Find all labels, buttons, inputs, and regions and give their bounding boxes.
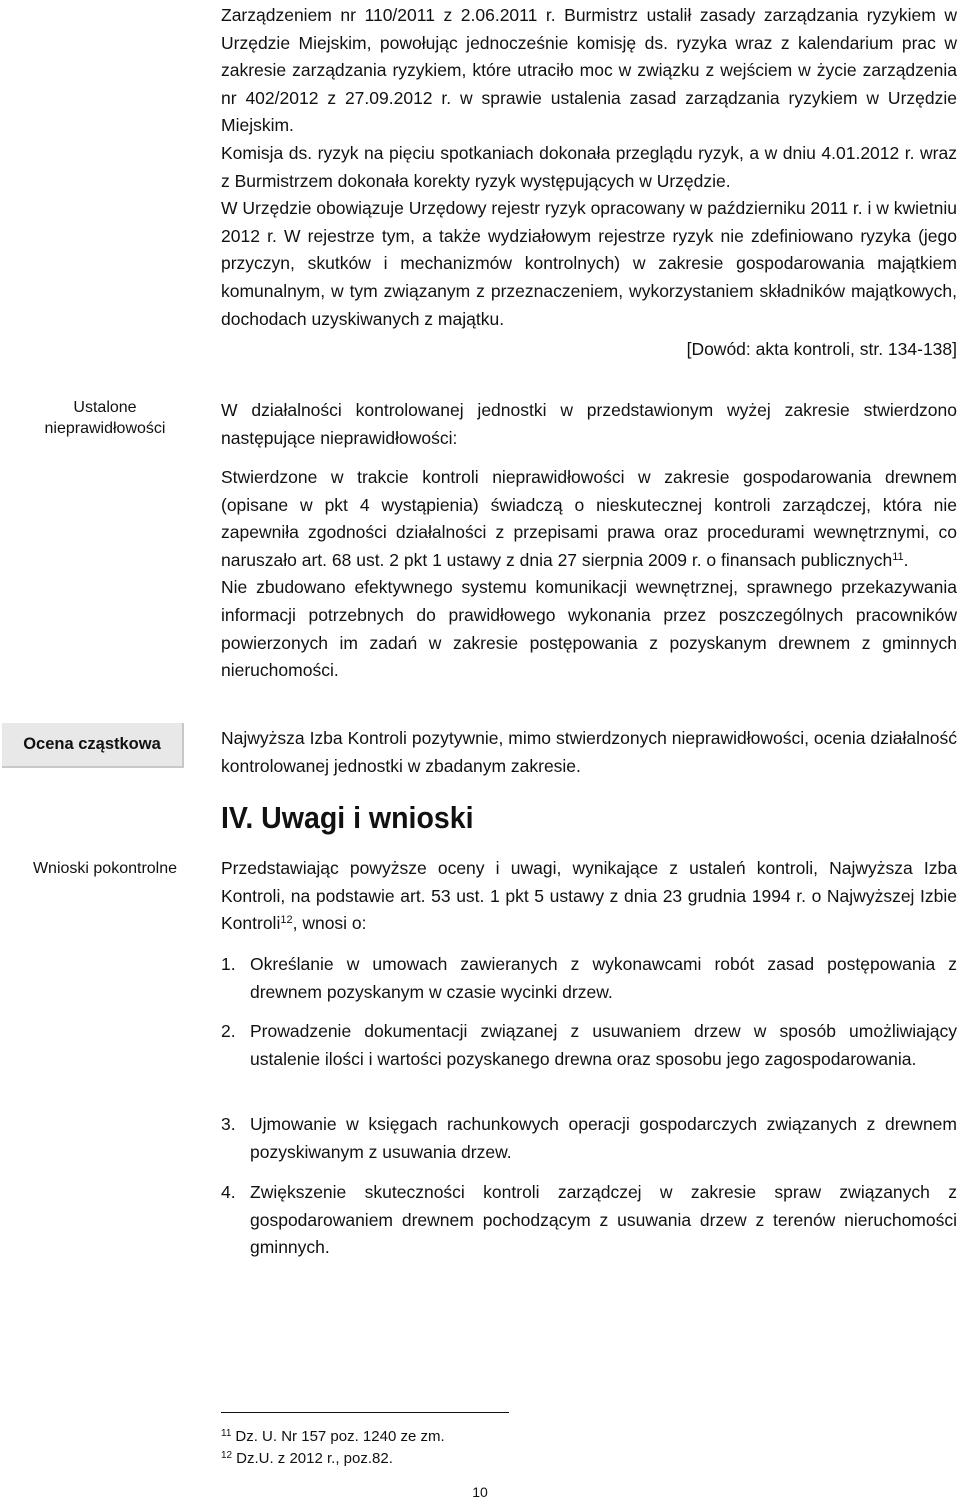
footnote-ref-12: 12: [280, 914, 293, 927]
section-lead-text: [221, 855, 957, 938]
footnote-text: Dz.U. z 2012 r., poz.82.: [236, 1450, 393, 1467]
section-lead: [221, 855, 957, 938]
footnote-12: [221, 1449, 393, 1469]
irregularities-paragraph-1-end: .: [903, 549, 909, 570]
section-lead-end: , wnosi o:: [292, 913, 367, 934]
evidence-reference: [Dowód: akta kontroli, str. 134-138]: [686, 339, 957, 360]
recommendation-item-1: [221, 951, 957, 1006]
intro-paragraph-3: W Urzędzie obowiązuje Urzędowy rejestr ryzyk opracowany w październiku 2011 r. i w kwietniu 2012 r. W rejestrze tym, a także wydziałowym rejestrze ryzyk nie zdefiniowano ryzyka (jego przyczyn, skutków i mechanizmów kontrolnych) w zakresie gospodarowania majątkiem komunalnym, w tym związanym z przeznaczeniem, wykorzystaniem składników majątkowych, dochodach uzyskiwanych z majątku.: [221, 198, 957, 329]
assessment-text: Najwyższa Izba Kontroli pozytywnie, mimo stwierdzonych nieprawidłowości, ocenia działalność kontrolowanej jednostki w zbadanym zakresie.: [221, 728, 957, 776]
footnote-text: Dz. U. Nr 157 poz. 1240 ze zm.: [235, 1428, 445, 1445]
recommendation-text: Ujmowanie w księgach rachunkowych operacji gospodarczych związanych z drewnem pozyskiwanym z usuwania drzew.: [250, 1114, 957, 1162]
irregularities-paragraph-1-text: Stwierdzone w trakcie kontroli nieprawidłowości w zakresie gospodarowania drewnem (opisane w pkt 4 wystąpienia) świadczą o nieskutecznej kontroli zarządczej, która nie zapewniła zgodności działalności z przepisami prawa oraz procedurami wewnętrznymi, co naruszało art. 68 ust. 2 pkt 1 ustawy z dnia 27 sierpnia 2009 r. o finansach publicznych: [221, 467, 957, 570]
irregularities-lead-text: W działalności kontrolowanej jednostki w przedstawionym wyżej zakresie stwierdzono następujące nieprawidłowości:: [221, 400, 957, 448]
recommendation-number: 4.: [221, 1182, 236, 1202]
recommendation-item-2: [221, 1018, 957, 1073]
sidebar-label-post-audit: Wnioski pokontrolne: [32, 860, 178, 877]
section-lead-body: Przedstawiając powyższe oceny i uwagi, wynikające z ustaleń kontroli, Najwyższa Izba Kontroli, na podstawie art. 53 ust. 1 pkt 5 ustawy z dnia 23 grudnia 1994 r. o Najwyższej Izbie Kontroli: [221, 858, 957, 934]
recommendation-number: 1.: [221, 954, 236, 974]
recommendation-number: 2.: [221, 1021, 236, 1041]
recommendation-number: 3.: [221, 1114, 236, 1134]
sidebar-label-irregularities: Ustalone nieprawidłowości: [44, 399, 166, 437]
recommendation-item-3: [221, 1111, 957, 1166]
assessment-section: [221, 725, 957, 780]
footnote-number: 11: [221, 1428, 232, 1439]
sidebar-label-partial-assessment: Ocena cząstkowa: [2, 723, 184, 768]
page-number: 10: [472, 1484, 488, 1500]
irregularities-paragraph-1: [221, 464, 957, 574]
recommendation-text: Prowadzenie dokumentacji związanej z usuwaniem drzew w sposób umożliwiający ustalenie ilości i wartości pozyskanego drewna oraz sposobu jego zagospodarowania.: [250, 1021, 957, 1069]
irregularities-lead: [221, 397, 957, 452]
intro-paragraph-2: Komisja ds. ryzyk na pięciu spotkaniach dokonała przeglądu ryzyk, a w dniu 4.01.2012 r. wraz z Burmistrzem dokonała korekty ryzyk występujących w Urzędzie.: [221, 142, 957, 191]
recommendation-text: Określanie w umowach zawieranych z wykonawcami robót zasad postępowania z drewnem pozyskanym w czasie wycinki drzew.: [250, 954, 957, 1002]
intro-paragraph-1: Zarządzeniem nr 110/2011 z 2.06.2011 r. Burmistrz ustalił zasady zarządzania ryzykiem w Urzędzie Miejskim, powołując jednocześnie komisję ds. ryzyka wraz z kalendarium prac w zakresie zarządzania ryzykiem, które utraciło moc w związku z wejściem w życie zarządzenia nr 402/2012 z 27.09.2012 r. w sprawie ustalenia zasad zarządzania ryzykiem w Urzędzie Miejskim.: [221, 5, 957, 136]
recommendation-text: Zwiększenie skuteczności kontroli zarządczej w zakresie spraw związanych z gospodarowaniem drewnem pochodzącym z usuwania drzew z terenów nieruchomości gminnych.: [250, 1182, 957, 1258]
section-heading: IV. Uwagi i wnioski: [221, 800, 474, 835]
recommendation-item-4: [221, 1179, 957, 1262]
footnote-ref-11: 11: [892, 550, 904, 563]
intro-section: [221, 2, 957, 364]
irregularities-section: [221, 464, 957, 685]
irregularities-paragraph-2: Nie zbudowano efektywnego systemu komunikacji wewnętrznej, sprawnego przekazywania informacji potrzebnych do prawidłowego wykonania przez poszczególnych pracowników powierzonych im zadań w zakresie postępowania z pozyskanym drewnem z gminnych nieruchomości.: [221, 577, 957, 681]
footnote-11: [221, 1427, 445, 1447]
footnote-divider: [221, 1412, 509, 1413]
footnote-number: 12: [221, 1450, 233, 1461]
